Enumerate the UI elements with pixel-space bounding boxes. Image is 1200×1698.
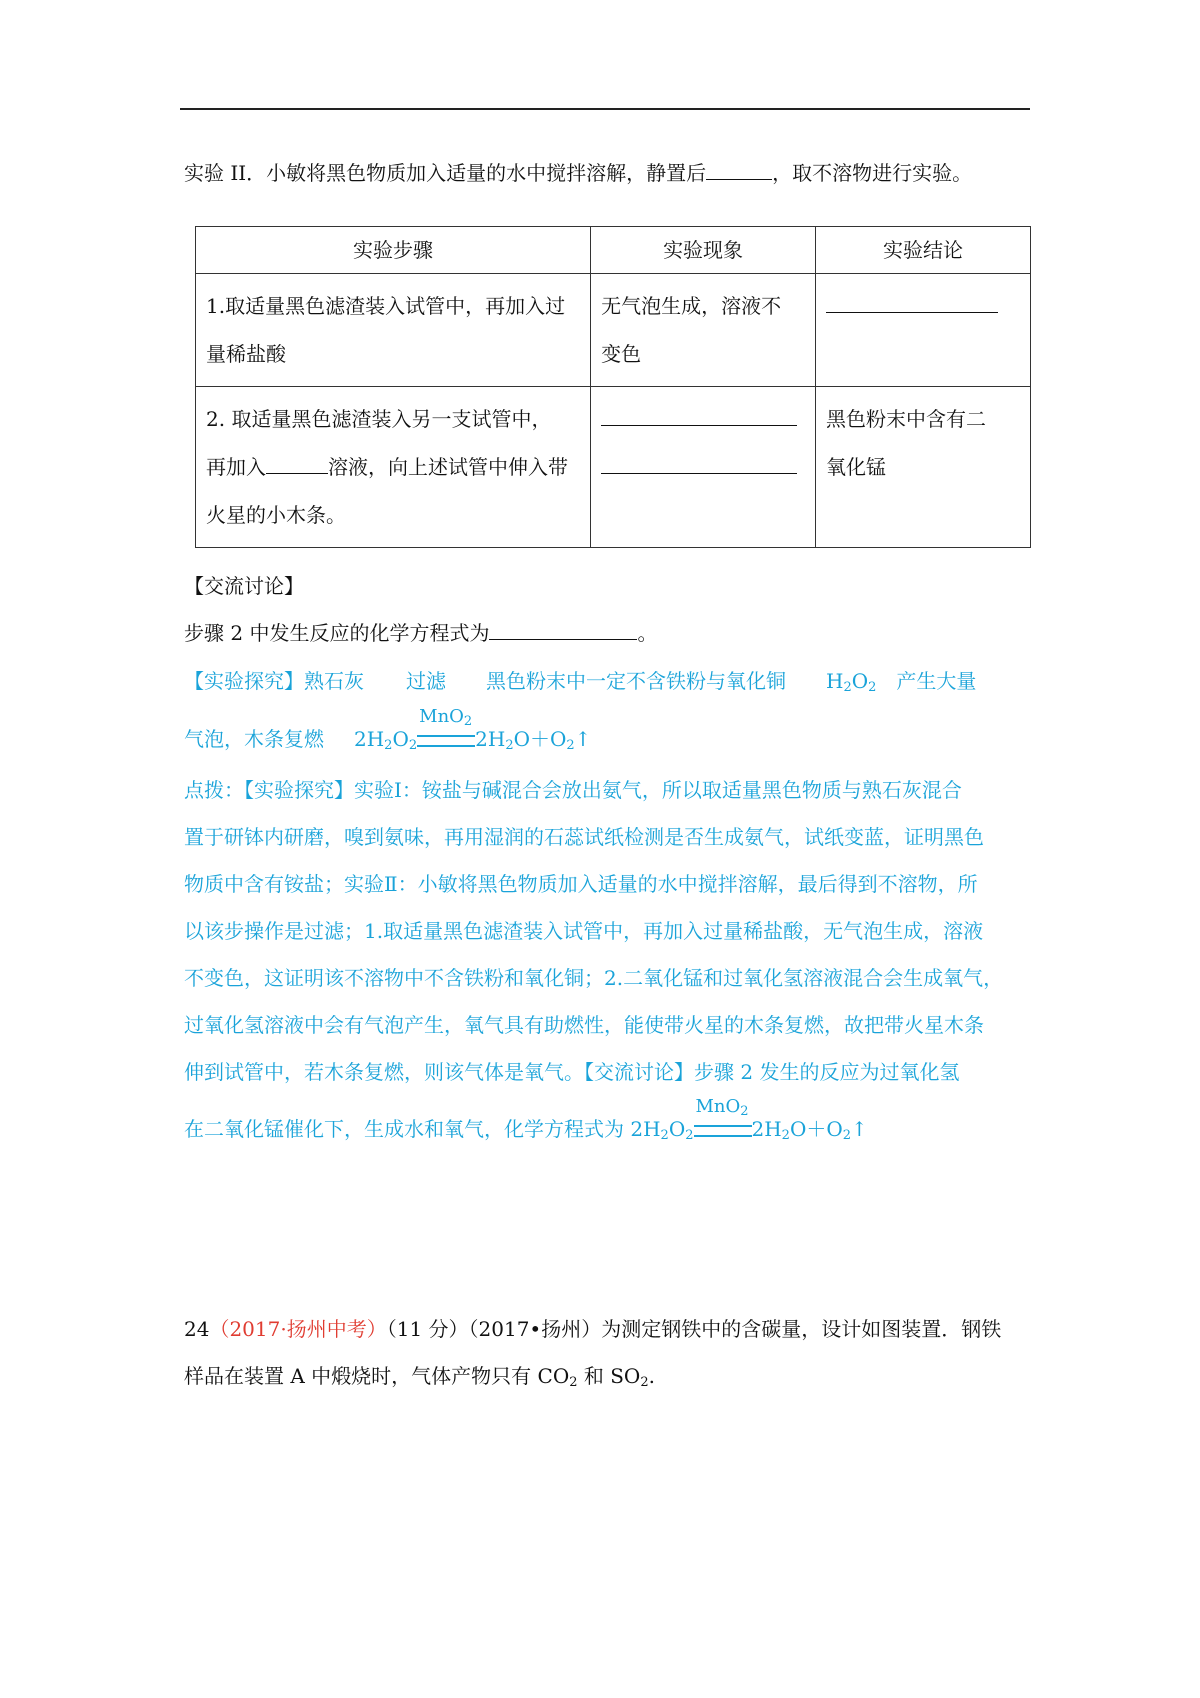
intro-suffix: ，取不溶物进行实验。: [772, 161, 973, 185]
row2-conclusion: [816, 387, 1031, 548]
discussion-q-suffix: 。: [637, 621, 658, 645]
question-line2-prefix: 样品在装置 A 中煅烧时，气体产物只有 CO: [184, 1364, 570, 1388]
row2-phen-blank-1[interactable]: [601, 407, 797, 426]
row1-phen-line2: 变色: [601, 342, 642, 366]
question-source: （2017·扬州中考）: [209, 1317, 387, 1341]
row2-phen-blank-2[interactable]: [601, 455, 797, 474]
row1-step-line2: 量稀盐酸: [206, 342, 286, 366]
question-number: 24: [184, 1317, 210, 1341]
discussion-q-prefix: 步骤 2 中发生反应的化学方程式为: [184, 621, 490, 645]
answer-line-2: [184, 706, 592, 754]
row2-step-line1: 2. 取适量黑色滤渣装入另一支试管中，: [206, 407, 552, 431]
explain-line-8: [184, 1096, 868, 1144]
row2-concl-line2: 氧化锰: [826, 455, 887, 479]
question-24-line-2: [184, 1361, 655, 1391]
answer-tag: 【实验探究】熟石灰: [184, 669, 364, 693]
equation-blank[interactable]: [489, 621, 637, 640]
table-row: [196, 387, 1031, 548]
row1-conclusion: [816, 274, 1031, 387]
answer-h2o2: $H_2O_2$: [826, 669, 877, 695]
row1-conclusion-blank[interactable]: [826, 294, 998, 313]
top-rule: [180, 108, 1030, 110]
explain-line-6: 过氧化氢溶液中会有气泡产生，氧气具有助燃性，能使带火星的木条复燃，故把带火星木条: [184, 1013, 984, 1037]
question-text: （11 分）（2017•扬州）为测定钢铁中的含碳量，设计如图装置．钢铁: [386, 1317, 1002, 1341]
row1-phen-line1: 无气泡生成，溶液不: [601, 294, 782, 318]
row2-step-pre: 再加入: [206, 455, 266, 479]
catalyst-condition: MnO$_2$: [417, 724, 475, 754]
explain-last-text: 在二氧化锰催化下，生成水和氧气，化学方程式为: [184, 1117, 631, 1141]
explain-line-4: 以该步操作是过滤；1.取适量黑色滤渣装入试管中，再加入过量稀盐酸，无气泡生成，溶液: [184, 919, 984, 943]
explain-line-2: 置于研钵内研磨，嗅到氨味，再用湿润的石蕊试纸检测是否生成氨气，试纸变蓝，证明黑色: [184, 825, 984, 849]
intro-line: [184, 158, 972, 188]
explain-line-7: 伸到试管中，若木条复燃，则该气体是氧气。【交流讨论】步骤 2 发生的反应为过氧化氢: [184, 1060, 960, 1084]
intro-blank[interactable]: [706, 161, 772, 180]
so2-subscript: 2: [640, 1375, 649, 1390]
answer-filter: 过滤: [406, 669, 446, 693]
intro-prefix: 实验 II．小敏将黑色物质加入适量的水中搅拌溶解，静置后: [184, 161, 707, 185]
experiment-table: [195, 226, 1031, 548]
question-line2-end: .: [648, 1364, 655, 1388]
question-24-line-1: [184, 1314, 1001, 1344]
explain-line-1: 点拨：【实验探究】实验Ⅰ：铵盐与碱混合会放出氨气，所以取适量黑色物质与熟石灰混合: [184, 778, 962, 802]
row2-step-line2: [206, 443, 580, 491]
row2-step-post: 溶液，向上述试管中伸入带: [328, 455, 568, 479]
row2-concl-line1: 黑色粉末中含有二: [826, 407, 987, 431]
table-row: [196, 274, 1031, 387]
answer-equation: $2H_2O_2$ MnO$_2$ $2H_2O+O_2↑$: [354, 706, 592, 753]
row1-step-line1: 1.取适量黑色滤渣装入试管中，再加入过: [206, 294, 566, 318]
answer-relight: 气泡，木条复燃: [184, 727, 324, 751]
table-header-row: [196, 227, 1031, 274]
answer-bubbles: 产生大量: [896, 669, 977, 693]
catalyst-condition-2: MnO$_2$: [694, 1114, 752, 1144]
explain-equation: $2H_2O_2$ MnO$_2$ $2H_2O+O_2↑$: [630, 1096, 868, 1143]
row2-step: [196, 387, 591, 548]
header-steps: 实验步骤: [196, 227, 591, 274]
header-conclusion: 实验结论: [816, 227, 1031, 274]
co2-subscript: 2: [569, 1375, 578, 1390]
answer-conclusion: 黑色粉末中一定不含铁粉与氧化铜: [486, 669, 786, 693]
explain-line-5: 不变色，这证明该不溶物中不含铁粉和氧化铜；2.二氧化锰和过氧化氢溶液混合会生成氧气，: [184, 966, 1004, 990]
explain-line-3: 物质中含有铵盐；实验Ⅱ：小敏将黑色物质加入适量的水中搅拌溶解，最后得到不溶物，所: [184, 872, 978, 896]
row2-step-line3: 火星的小木条。: [206, 503, 346, 527]
row1-step: [196, 274, 591, 387]
row1-phenomena: [591, 274, 816, 387]
row2-phenomena: [591, 387, 816, 548]
question-line2-mid: 和 SO: [577, 1364, 641, 1388]
row2-solution-blank[interactable]: [266, 455, 328, 474]
discussion-heading: 【交流讨论】: [184, 574, 304, 598]
discussion-question: [184, 618, 657, 648]
header-phenomena: 实验现象: [591, 227, 816, 274]
answer-line-1: [184, 666, 976, 696]
